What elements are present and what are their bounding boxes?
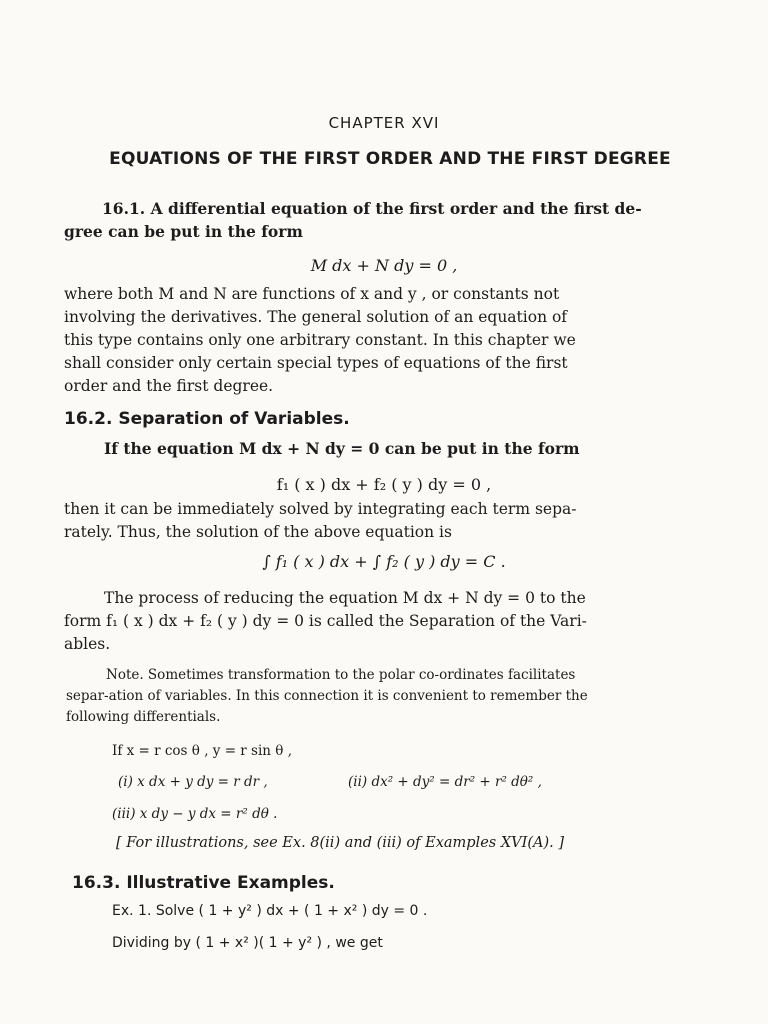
sec1-body-line: where both M and N are functions of x and y , or constants not — [64, 285, 560, 303]
polar-condition: If x = r cos θ , y = r sin θ , — [112, 743, 292, 759]
example-1: Ex. 1. Solve ( 1 + y² ) dx + ( 1 + x² ) dy = 0 . — [112, 903, 428, 919]
sec2-p2-line: then it can be immediately solved by integrating each term sepa- — [64, 500, 577, 518]
sec2-p3-line: The process of reducing the equation M dx + N dy = 0 to the — [104, 589, 586, 607]
chapter-title: EQUATIONS OF THE FIRST ORDER AND THE FIRST DEGREE — [109, 149, 671, 169]
sec1-equation: M dx + N dy = 0 , — [310, 256, 458, 275]
sec1-line2: gree can be put in the form — [64, 222, 303, 241]
formula-ii: (ii) dx² + dy² = dr² + r² dθ² , — [348, 774, 542, 790]
sec1-body — [64, 283, 720, 398]
formula-iii: (iii) x dy − y dx = r² dθ . — [112, 806, 278, 822]
sec2-eq1: f₁ ( x ) dx + f₂ ( y ) dy = 0 , — [276, 475, 492, 494]
sec1-line1: A differential equation of the first order and the first de- — [150, 199, 642, 218]
sec2-p1: If the equation M dx + N dy = 0 can be put in the form — [104, 439, 580, 458]
chapter-label: CHAPTER XVI — [328, 114, 440, 132]
sec2-p2-line: rately. Thus, the solution of the above equation is — [64, 523, 452, 541]
note-line: separ-ation of variables. In this connection it is convenient to remember the — [66, 688, 588, 704]
sec1-body-line: order and the first degree. — [64, 377, 274, 395]
sec2-p2 — [64, 498, 720, 544]
sec1-body-line: involving the derivatives. The general solution of an equation of — [64, 308, 568, 326]
sec1-number: 16.1. — [102, 199, 146, 218]
note-line: following differentials. — [66, 709, 221, 725]
note-line: Note. Sometimes transformation to the polar co-ordinates facilitates — [106, 667, 576, 683]
formula-i: (i) x dx + y dy = r dr , — [118, 774, 268, 790]
sec1-intro — [64, 197, 720, 243]
sec2-p3-line: form f₁ ( x ) dx + f₂ ( y ) dy = 0 is called the Separation of the Vari- — [64, 612, 587, 630]
sec2-p3-line: ables. — [64, 635, 111, 653]
sec2-note — [66, 665, 722, 728]
example-1-step: Dividing by ( 1 + x² )( 1 + y² ) , we get — [112, 935, 383, 951]
sec1-body-line: this type contains only one arbitrary constant. In this chapter we — [64, 331, 576, 349]
sec3-heading: 16.3. Illustrative Examples. — [72, 873, 335, 893]
sec2-heading: 16.2. Separation of Variables. — [64, 409, 350, 429]
sec1-body-line: shall consider only certain special types of equations of the first — [64, 354, 568, 372]
sec2-p3 — [64, 587, 720, 656]
illustration-reference: [ For illustrations, see Ex. 8(ii) and (iii) of Examples XVI(A). ] — [116, 835, 565, 851]
sec2-eq2: ∫ f₁ ( x ) dx + ∫ f₂ ( y ) dy = C . — [262, 552, 506, 571]
